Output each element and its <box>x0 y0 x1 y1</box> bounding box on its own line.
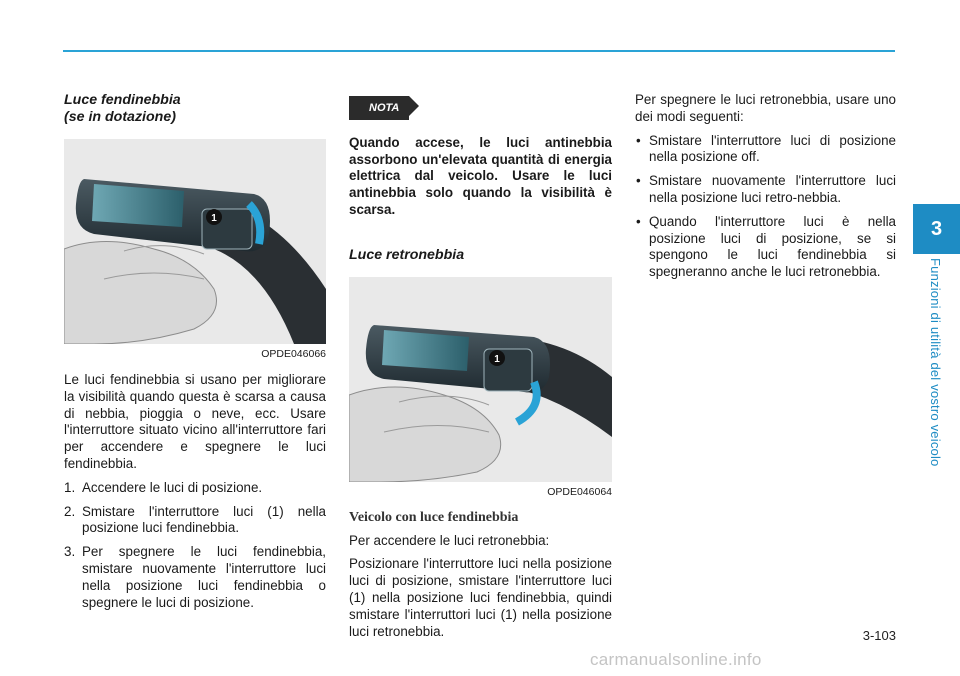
list-item: • Smistare nuovamente l'interruttore luci nella posizione luci retro-nebbia. <box>635 173 896 207</box>
figure-code: OPDE046066 <box>261 348 326 360</box>
switch-illustration <box>64 139 326 344</box>
section-title-rear-fog: Luce retronebbia <box>349 246 465 263</box>
intro-text: Le luci fendinebbia si usano per migliorare la visibilità quando questa è scarsa a causa di nebbia, pioggia o neve, ecc. Usare l'interruttore situato vicino all'interruttore fari per accendere e spegnere le luci fendinebbia. <box>64 372 326 471</box>
list-item: 3. Per spegnere le luci fendinebbia, smistare nuovamente l'interruttore luci nella posizione luci fendinebbia o spegnere le luci di posizione. <box>64 544 326 610</box>
body-text: Per accendere le luci retronebbia: <box>349 532 550 548</box>
list-item: 2. Smistare l'interruttore luci (1) nella posizione luci fendinebbia. <box>64 503 326 536</box>
svg-text:1: 1 <box>494 353 500 365</box>
list-item: 1. Accendere le luci di posizione. <box>64 479 263 495</box>
chapter-tab <box>913 204 960 254</box>
figure-rear-fog-switch <box>349 277 612 482</box>
bullet-list <box>635 133 896 281</box>
intro-text: Per spegnere le luci retronebbia, usare uno dei modi seguenti: <box>635 92 896 124</box>
switch-illustration <box>349 277 612 482</box>
column-front-fog <box>64 92 326 618</box>
subsection-title: Veicolo con luce fendinebbia <box>349 509 519 525</box>
list-item: • Smistare l'interruttore luci di posizione nella posizione off. <box>635 133 896 167</box>
note-badge: NOTA <box>349 96 409 120</box>
svg-text:1: 1 <box>211 213 217 224</box>
section-title-front-fog: Luce fendinebbia (se in dotazione) <box>64 92 181 125</box>
chapter-title: Funzioni di utilità del vostro veicolo <box>928 258 943 467</box>
figure-front-fog-switch <box>64 139 326 344</box>
body-text: Posizionare l'interruttore luci nella posizione luci di posizione, smistare l'interruttore luci (1) nella posizione luci fendinebbia, quindi smistare l'interruttori luci (1) nella posizione luci retronebbia. <box>349 556 612 639</box>
column-rear-fog <box>349 96 612 647</box>
list-item: • Quando l'interruttore luci è nella posizione luci di posizione, se si spengono le luci fendinebbia si spegneranno anche le luci retronebbia. <box>635 214 896 281</box>
steps-list <box>64 480 326 612</box>
chapter-number: 3 <box>930 217 943 240</box>
figure-code: OPDE046064 <box>547 485 612 498</box>
page-number: 3-103 <box>862 628 896 643</box>
column-rear-fog-off <box>635 92 896 288</box>
note-text: Quando accese, le luci antinebbia assorbono un'elevata quantità di energia elettrica dal veicolo. Usare le luci antinebbia solo quando la visibilità è scarsa. <box>349 134 612 217</box>
watermark: carmanualsonline.info <box>590 650 762 669</box>
header-rule <box>63 50 895 52</box>
